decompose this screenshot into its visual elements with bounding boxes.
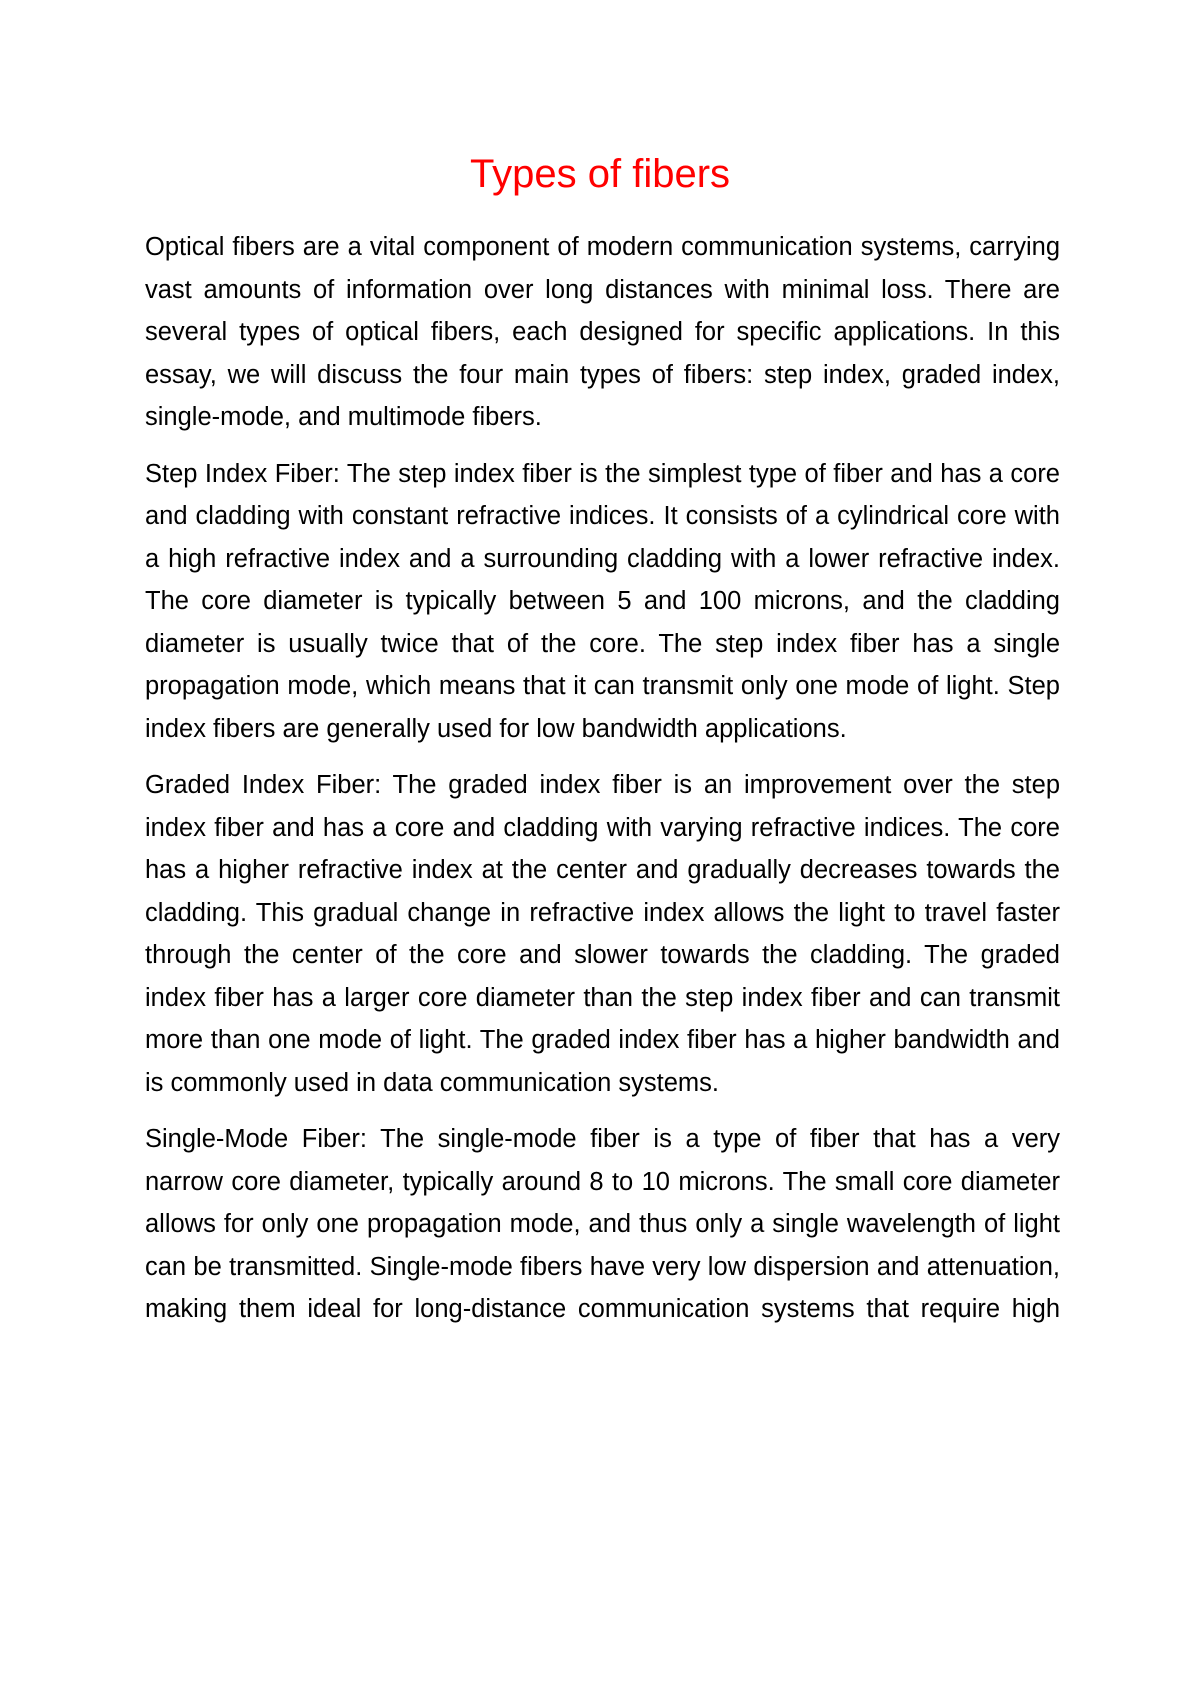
paragraph-single-mode: Single-Mode Fiber: The single-mode fiber is a type of fiber that has a very narrow core diameter, typically around 8 to 10 microns. The small core diameter allows for only one propagation mode, and thus only a single wavelength of light can be transmitted. Single-mode fibers have very low dispersion and attenuation, making them ideal for long-distance communication systems that require high xyxy=(145,1125,1060,1323)
document-body xyxy=(145,226,1060,1345)
paragraph-graded-index: Graded Index Fiber: The graded index fiber is an improvement over the step index fiber and has a core and cladding with varying refractive indices. The core has a higher refractive index at the center and gradually decreases towards the cladding. This gradual change in refractive index allows the light to travel faster through the center of the core and slower towards the cladding. The graded index fiber has a larger core diameter than the step index fiber and can transmit more than one mode of light. The graded index fiber has a higher bandwidth and is commonly used in data communication systems. xyxy=(145,771,1060,1097)
document-title: Types of fibers xyxy=(469,152,731,196)
paragraph-step-index: Step Index Fiber: The step index fiber is the simplest type of fiber and has a core and cladding with constant refractive indices. It consists of a cylindrical core with a high refractive index and a surrounding cladding with a lower refractive index. The core diameter is typically between 5 and 100 microns, and the cladding diameter is usually twice that of the core. The step index fiber has a single propagation mode, which means that it can transmit only one mode of light. Step index fibers are generally used for low bandwidth applications. xyxy=(145,459,1060,743)
paragraph-intro: Optical fibers are a vital component of modern communication systems, carrying vast amounts of information over long distances with minimal loss. There are several types of optical fibers, each designed for specific applications. In this essay, we will discuss the four main types of fibers: step index, graded index, single-mode, and multimode fibers. xyxy=(145,233,1060,431)
